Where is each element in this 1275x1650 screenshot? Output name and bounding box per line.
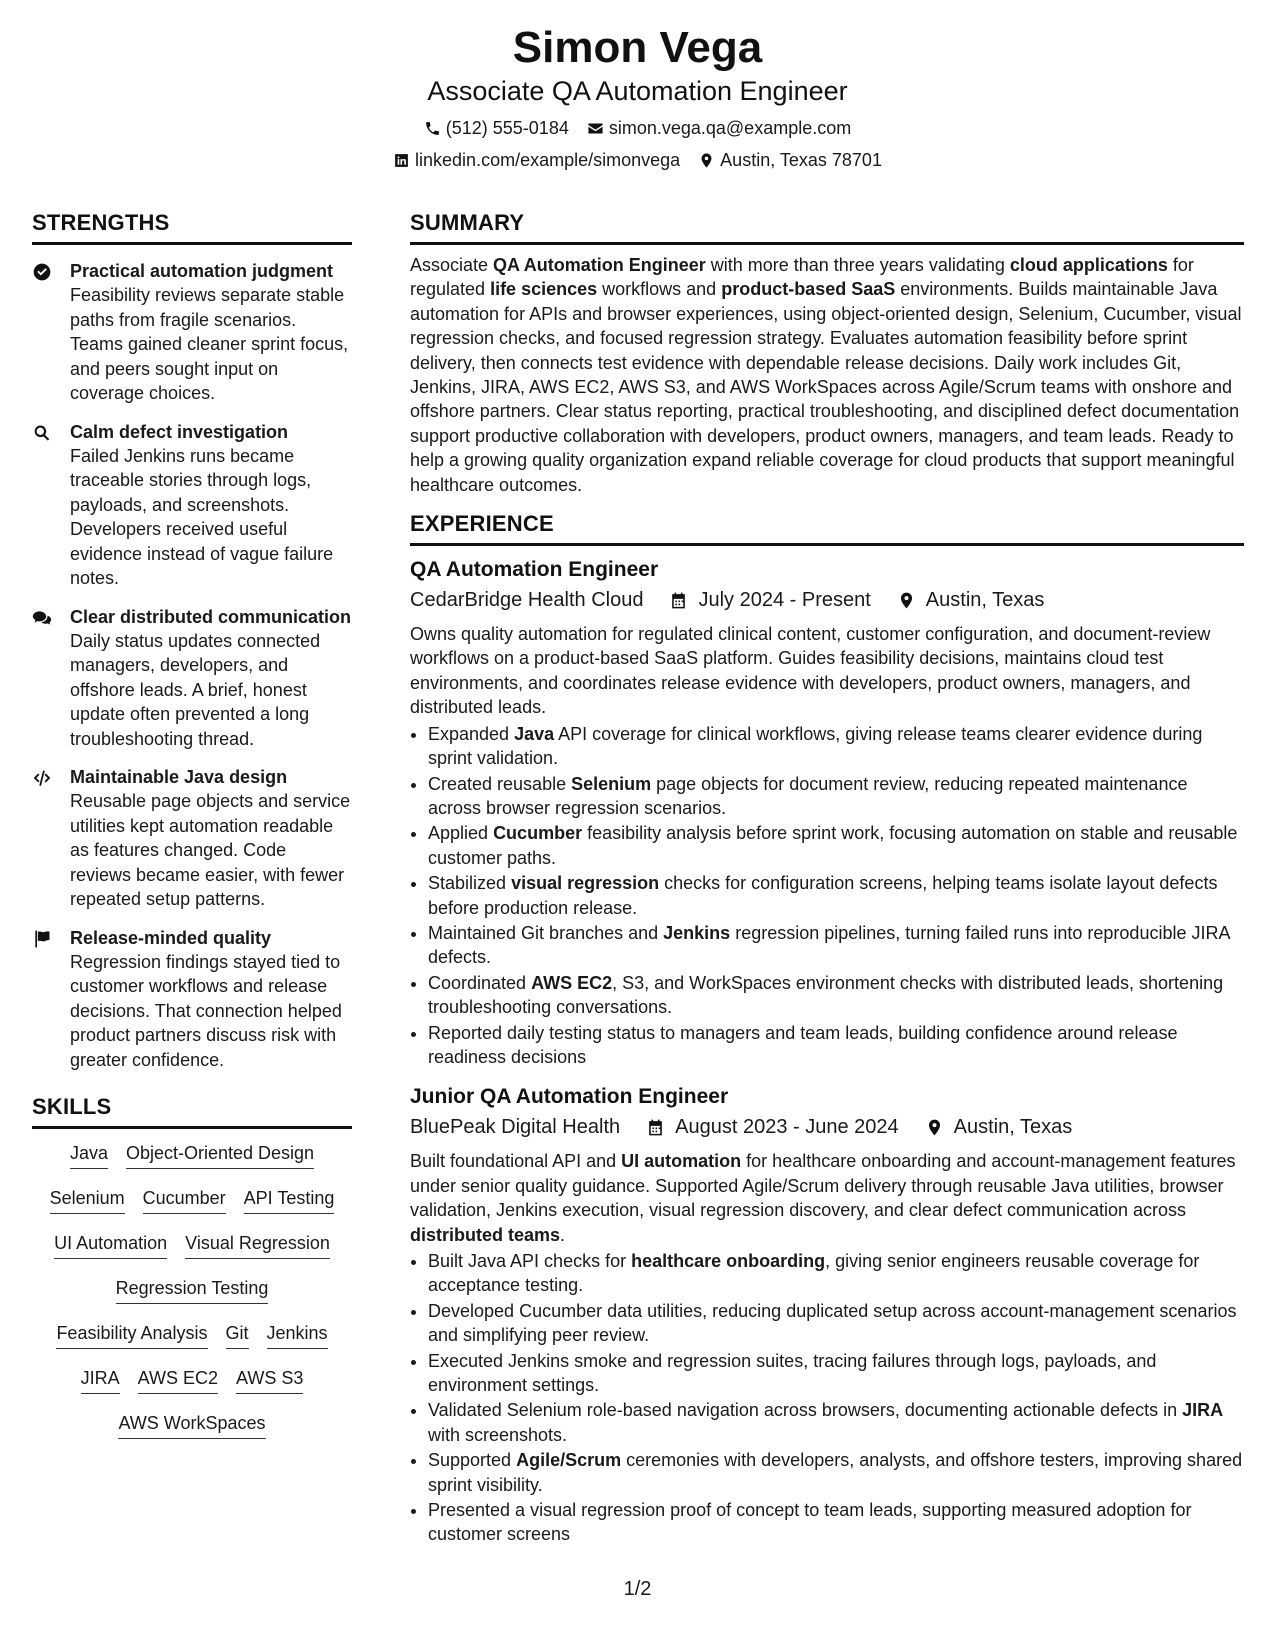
experience-heading: EXPERIENCE [410, 511, 1244, 546]
text-run: Stabilized [428, 873, 512, 894]
skill-row [70, 1141, 314, 1186]
text-run: , giving senior engineers reusable coverage for acceptance testing. [428, 1251, 1200, 1296]
bullet-item [428, 1448, 1244, 1497]
text-run: Presented a visual regression proof of concept to team leads, supporting measured adoption for customer screens [428, 1500, 1192, 1545]
bold-text: AWS EC2 [531, 972, 613, 993]
strength-desc: Regression findings stayed tied to customer workflows and release decisions. That connection helped product partners discuss risk with greater confidence. [70, 951, 342, 1070]
strength-desc: Reusable page objects and service utilities kept automation readable as features changed. Code reviews became easier, with fewer repeated setup patterns. [70, 791, 351, 909]
strength-title: Practical automation judgment [70, 261, 334, 281]
text-run: Reported daily testing status to managers and team leads, building confidence around release readiness decisions [428, 1022, 1178, 1067]
skill-tag: Cucumber [143, 1186, 226, 1214]
text-run: page objects for document review, reducing repeated maintenance across browser regression scenarios. [428, 773, 1188, 818]
text-run: environments. Builds maintainable Java automation for APIs and browser experiences, using object-oriented design, Selenium, Cucumber, visual regression checks, and focused regression strategy. Evaluates automation feasibility before sprint delivery, then connects test evidence with dependable release decisions. Daily work includes Git, Jenkins, JIRA, AWS EC2, AWS S3, and AWS WorkSpaces across Agile/Scrum teams with onshore and offshore partners. Clear status reporting, practical troubleshooting, and disciplined defect documentation support productive collaboration with developers, product owners, managers, and team leads. Ready to help a growing quality organization expand reliable coverage for cloud products that support meaningful healthcare outcomes. [410, 279, 1242, 495]
map-marker-icon [897, 591, 916, 610]
job-bullets [410, 722, 1244, 1070]
bold-text: healthcare onboarding [631, 1251, 826, 1271]
text-run: checks for configuration screens, helping teams isolate layout defects before production release. [428, 873, 1218, 918]
job-description [410, 1149, 1244, 1247]
strength-title: Maintainable Java design [70, 767, 288, 787]
bullet-item [428, 1299, 1244, 1348]
skill-tag: Git [226, 1321, 249, 1349]
skill-tag: UI Automation [54, 1231, 167, 1259]
strength-title: Release-minded quality [70, 927, 272, 948]
phone-contact[interactable] [424, 116, 569, 140]
job-location: Austin, Texas [925, 589, 1045, 612]
text-run: Coordinated [428, 972, 532, 993]
right-column [410, 210, 1244, 1547]
bold-text: Jenkins [663, 922, 731, 943]
text-run: , S3, and WorkSpaces environment checks with distributed leads, shortening troubleshooting conversations. [428, 972, 1224, 1018]
skill-tag: API Testing [244, 1186, 335, 1214]
job-title: Junior QA Automation Engineer [410, 1085, 729, 1109]
calendar-icon [669, 591, 688, 610]
text-run: Developed Cucumber data utilities, reducing duplicated setup across account-management scenarios and simplifying peer review. [428, 1300, 1237, 1346]
company-name: CedarBridge Health Cloud [410, 589, 644, 612]
text-run: Associate [410, 255, 494, 275]
text-run: ceremonies with developers, analysts, and offshore testers, improving shared sprint visibility. [428, 1450, 1243, 1495]
skills-list [32, 1141, 352, 1456]
job-bullets [410, 1249, 1244, 1547]
strength-desc: Feasibility reviews separate stable paths from fragile scenarios. Teams gained cleaner sprint focus, and peers sought input on coverage choices. [70, 285, 349, 403]
map-marker-icon [698, 152, 715, 169]
text-run: Validated Selenium role-based navigation across browsers, documenting actionable defects in [428, 1400, 1183, 1421]
email-text: simon.vega.qa@example.com [608, 118, 852, 138]
text-run: regression pipelines, turning failed runs into reproducible JIRA defects. [428, 922, 1230, 968]
skill-tag: Visual Regression [185, 1231, 330, 1259]
strength-item [32, 420, 352, 591]
strength-title: Clear distributed communication [70, 606, 352, 627]
text-run: Created reusable [428, 773, 572, 794]
bullet-item [428, 722, 1244, 771]
text-run: Owns quality automation for regulated clinical content, customer configuration, and document-review workflows on a product-based SaaS platform. Guides feasibility decisions, maintains cloud test environments, and coordinates release evidence with developers, product owners, managers, and distributed leads. [410, 624, 1211, 718]
text-run: Maintained Git branches and [428, 922, 664, 943]
job-meta [410, 1113, 1244, 1141]
search-icon [32, 423, 52, 443]
job-dates: July 2024 - Present [698, 589, 871, 612]
location-contact [698, 148, 882, 172]
bullet-item [428, 772, 1244, 821]
skills-heading: SKILLS [32, 1094, 352, 1129]
skill-tag: AWS S3 [236, 1366, 303, 1394]
bold-text: cloud applications [1009, 255, 1168, 275]
code-icon [32, 768, 52, 788]
text-run: Supported [428, 1450, 517, 1471]
flag-icon [32, 929, 52, 949]
bold-text: Selenium [571, 773, 652, 794]
linkedin-icon [393, 152, 410, 169]
job-entry [410, 556, 1244, 1069]
bullet-item [428, 921, 1244, 970]
skill-row [118, 1411, 265, 1456]
candidate-name: Simon Vega [512, 23, 763, 72]
bullet-item [428, 1349, 1244, 1398]
summary-text [410, 253, 1244, 497]
job-description [410, 622, 1244, 720]
bullet-item [428, 1021, 1244, 1070]
bullet-item [428, 1398, 1244, 1447]
contact-row-1 [0, 116, 1275, 140]
bold-text: life sciences [490, 279, 598, 300]
check-circle-icon [32, 262, 52, 282]
job-title: QA Automation Engineer [410, 558, 659, 582]
text-run: Executed Jenkins smoke and regression suites, tracing failures through logs, payloads, and environment settings. [428, 1350, 1157, 1396]
skill-tag: Selenium [50, 1186, 125, 1214]
candidate-title: Associate QA Automation Engineer [427, 76, 848, 106]
skill-tag: Regression Testing [116, 1276, 269, 1304]
text-run: workflows and [597, 279, 722, 300]
bullet-item [428, 971, 1244, 1020]
phone-text: (512) 555-0184 [445, 118, 569, 138]
strengths-heading: STRENGTHS [32, 210, 352, 245]
skill-tag: Feasibility Analysis [56, 1321, 207, 1349]
bullet-item [428, 871, 1244, 920]
envelope-icon [587, 120, 604, 137]
bullet-item [428, 1498, 1244, 1547]
skill-tag: AWS EC2 [138, 1366, 218, 1394]
text-run: with more than three years validating [705, 255, 1010, 275]
skill-row [56, 1321, 327, 1366]
text-run: for healthcare onboarding and account-management features under senior quality guidance. Supported Agile/Scrum delivery through reusable Java utilities, browser validation, Jenkins execution, visual regression discovery, and clear defect communication across [410, 1151, 1236, 1221]
job-dates: August 2023 - June 2024 [675, 1116, 899, 1139]
phone-icon [424, 120, 441, 137]
linkedin-contact[interactable] [393, 148, 680, 172]
job-meta [410, 586, 1244, 614]
bullet-item [428, 1249, 1244, 1298]
contact-row-2 [0, 148, 1275, 172]
skill-row [50, 1186, 335, 1231]
comments-icon [32, 608, 52, 628]
bold-text: product-based SaaS [721, 279, 896, 300]
strength-desc: Daily status updates connected managers, developers, and offshore leads. A brief, honest update often prevented a long troubleshooting thread. [70, 630, 321, 749]
text-run: for regulated [410, 255, 1194, 300]
skill-row [81, 1366, 304, 1411]
job-location: Austin, Texas [953, 1116, 1073, 1139]
email-contact[interactable] [587, 116, 851, 140]
strength-item [32, 259, 352, 406]
text-run: Built Java API checks for [428, 1251, 632, 1271]
skill-tag: JIRA [81, 1366, 120, 1394]
bold-text: Agile/Scrum [516, 1450, 622, 1471]
text-run: API coverage for clinical workflows, giving release teams clearer evidence during sprint validation. [428, 723, 1203, 769]
location-text: Austin, Texas 78701 [720, 150, 882, 170]
skill-tag: Java [70, 1141, 108, 1169]
skill-tag: Object-Oriented Design [126, 1141, 314, 1169]
text-run: feasibility analysis before sprint work, focusing automation on stable and reusable customer paths. [428, 823, 1238, 868]
bold-text: Cucumber [493, 823, 583, 844]
bold-text: UI automation [621, 1151, 742, 1172]
skill-tag: Jenkins [267, 1321, 328, 1349]
linkedin-text: linkedin.com/example/simonvega [415, 150, 681, 170]
bold-text: distributed teams [410, 1224, 561, 1245]
job-entry [410, 1083, 1244, 1547]
skill-tag: AWS WorkSpaces [118, 1411, 265, 1439]
text-run: Expanded [428, 723, 515, 744]
text-run: Built foundational API and [410, 1151, 622, 1172]
left-column [32, 210, 352, 1456]
map-marker-icon [925, 1118, 944, 1137]
strength-title: Calm defect investigation [70, 421, 289, 442]
calendar-icon [646, 1118, 665, 1137]
skill-row [116, 1276, 269, 1321]
page-number: 1/2 [623, 1578, 652, 1600]
company-name: BluePeak Digital Health [410, 1116, 621, 1139]
strength-item [32, 926, 352, 1073]
skill-row [54, 1231, 330, 1276]
bullet-item [428, 821, 1244, 870]
bold-text: Java [514, 723, 555, 744]
resume-header [0, 22, 1275, 172]
strength-desc: Failed Jenkins runs became traceable stories through logs, payloads, and screenshots. Developers received useful evidence instead of vague failure notes. [70, 445, 334, 588]
strength-item [32, 765, 352, 912]
strength-item [32, 605, 352, 752]
summary-heading: SUMMARY [410, 210, 1244, 245]
bold-text: QA Automation Engineer [493, 255, 706, 275]
text-run: Applied [428, 823, 494, 844]
bold-text: JIRA [1182, 1400, 1224, 1421]
text-run: with screenshots. [428, 1424, 568, 1445]
text-run: . [560, 1224, 566, 1245]
bold-text: visual regression [511, 873, 660, 894]
